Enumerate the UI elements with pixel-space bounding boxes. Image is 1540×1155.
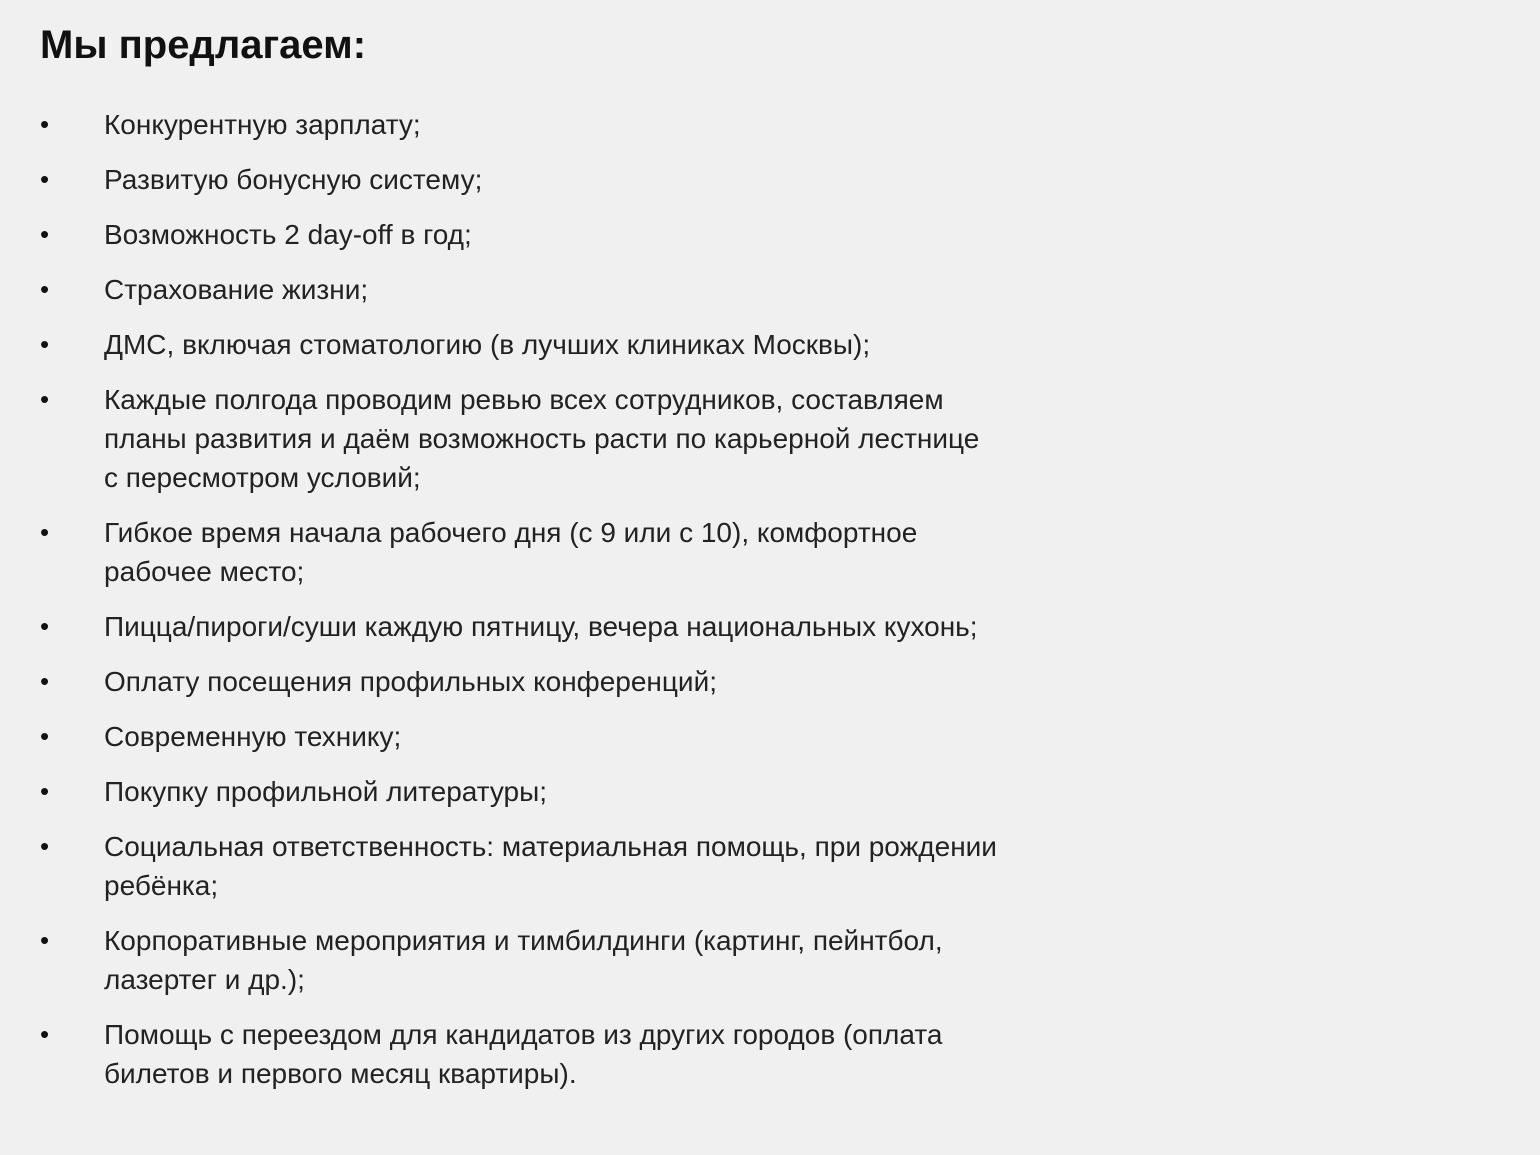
bullet-icon: •: [40, 109, 50, 139]
bullet-icon: •: [40, 925, 50, 955]
benefit-item: [40, 105, 1000, 144]
benefit-text: Конкурентную зарплату;: [104, 109, 421, 140]
benefit-item: [40, 607, 1000, 646]
benefit-item: [40, 325, 1000, 364]
bullet-icon: •: [40, 384, 50, 414]
bullet-icon: •: [40, 666, 50, 696]
benefit-item: [40, 513, 1000, 591]
benefit-item: [40, 772, 1000, 811]
bullet-icon: •: [40, 274, 50, 304]
benefit-text: Современную технику;: [104, 721, 402, 752]
bullet-icon: •: [40, 1019, 50, 1049]
benefit-text: Возможность 2 day-off в год;: [104, 219, 472, 250]
benefit-item: [40, 270, 1000, 309]
benefit-item: [40, 160, 1000, 199]
bullet-icon: •: [40, 611, 50, 641]
benefits-list: [40, 105, 1000, 1093]
benefit-text: Покупку профильной литературы;: [104, 776, 548, 807]
benefit-item: [40, 215, 1000, 254]
benefit-item: [40, 1015, 1000, 1093]
benefit-item: [40, 717, 1000, 756]
bullet-icon: •: [40, 721, 50, 751]
bullet-icon: •: [40, 219, 50, 249]
bullet-icon: •: [40, 329, 50, 359]
section-heading: Мы предлагаем:: [40, 23, 367, 67]
benefit-text: Социальная ответственность: материальная помощь, при рождении ребёнка;: [104, 831, 997, 901]
benefit-text: Страхование жизни;: [104, 274, 369, 305]
benefit-text: ДМС, включая стоматологию (в лучших клиниках Москвы);: [104, 329, 871, 360]
bullet-icon: •: [40, 164, 50, 194]
benefit-text: Развитую бонусную систему;: [104, 164, 483, 195]
bullet-icon: •: [40, 776, 50, 806]
benefit-item: [40, 380, 1000, 497]
benefit-text: Оплату посещения профильных конференций;: [104, 666, 717, 697]
benefit-text: Каждые полгода проводим ревью всех сотрудников, составляем планы развития и даём возможность расти по карьерной лестнице с пересмотром условий;: [104, 384, 980, 493]
bullet-icon: •: [40, 831, 50, 861]
benefit-item: [40, 662, 1000, 701]
bullet-icon: •: [40, 517, 50, 547]
benefit-text: Помощь с переездом для кандидатов из других городов (оплата билетов и первого месяц квартиры).: [104, 1019, 943, 1089]
benefit-text: Корпоративные мероприятия и тимбилдинги (картинг, пейнтбол, лазертег и др.);: [104, 925, 943, 995]
benefits-section: [40, 18, 1000, 1109]
benefit-text: Пицца/пироги/суши каждую пятницу, вечера национальных кухонь;: [104, 611, 978, 642]
benefit-item: [40, 921, 1000, 999]
benefit-item: [40, 827, 1000, 905]
benefit-text: Гибкое время начала рабочего дня (с 9 или с 10), комфортное рабочее место;: [104, 517, 918, 587]
